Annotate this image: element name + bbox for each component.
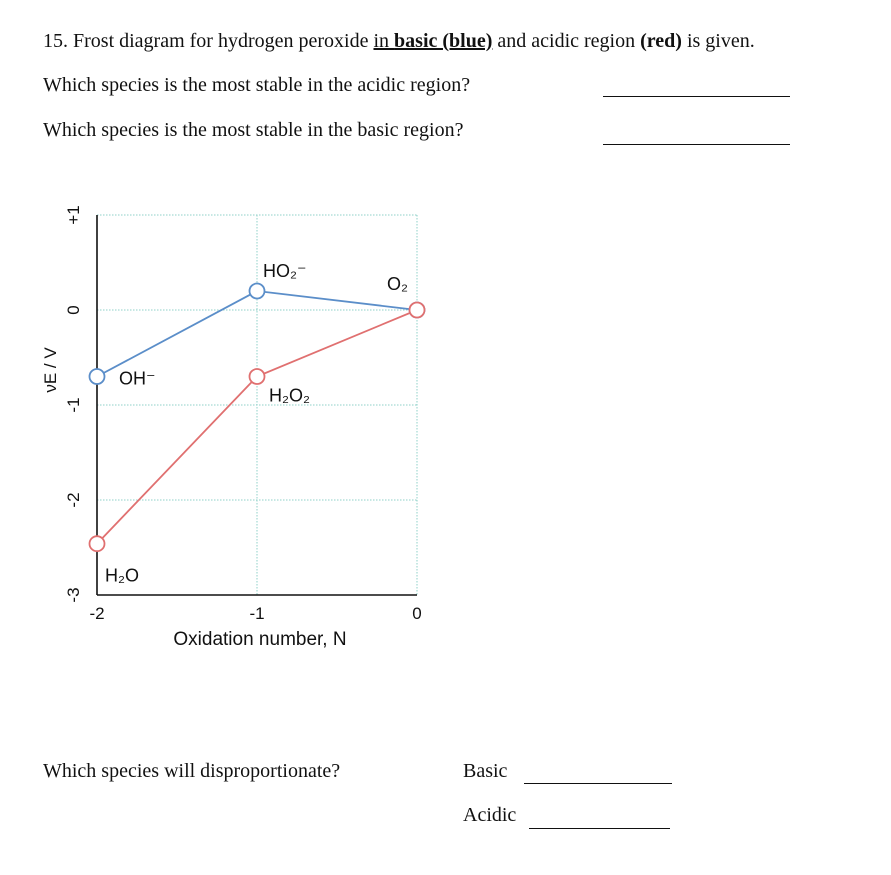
- species-label: HO₂⁻: [263, 261, 307, 281]
- intro-acidic-red: (red): [640, 30, 682, 52]
- intro-basic-blue: basic (blue): [394, 30, 493, 52]
- species-label: OH⁻: [119, 368, 156, 389]
- x-axis-label: Oxidation number, N: [173, 629, 347, 650]
- acidic-label: Acidic: [463, 804, 517, 826]
- basic-series-line: [97, 291, 417, 377]
- intro-text-c: and acidic region: [492, 30, 641, 52]
- question-basic-stable: Which species is the most stable in the basic region?: [43, 119, 464, 141]
- answer-line-basic[interactable]: [524, 783, 672, 784]
- x-tick-label: 0: [412, 604, 422, 623]
- x-tick-label: -1: [249, 604, 265, 623]
- answer-line-acidic[interactable]: [529, 828, 670, 829]
- acidic-point-marker: [90, 536, 105, 551]
- chart-grid: [97, 215, 417, 595]
- answer-line-basic-stable[interactable]: [603, 144, 790, 145]
- y-tick-label: -1: [64, 397, 83, 413]
- intro-text-d: is given.: [681, 30, 755, 52]
- acidic-point-marker: [410, 303, 425, 318]
- question-intro: [43, 30, 755, 53]
- species-label: H₂O: [105, 565, 139, 586]
- y-tick-labels: [64, 205, 83, 602]
- species-label: H₂O₂: [269, 385, 310, 406]
- question-disproportionate: Which species will disproportionate?: [43, 760, 341, 782]
- y-tick-label: +1: [64, 205, 83, 225]
- basic-point-marker: [90, 369, 105, 384]
- x-tick-labels: [89, 604, 421, 623]
- y-axis-label: νE / V: [41, 347, 60, 393]
- acidic-point-marker: [250, 369, 265, 384]
- basic-point-marker: [250, 284, 265, 299]
- intro-text-b: in: [373, 30, 395, 52]
- x-tick-label: -2: [89, 604, 105, 623]
- basic-label: Basic: [463, 760, 508, 782]
- question-number: 15.: [43, 30, 68, 52]
- y-tick-label: -2: [64, 492, 83, 508]
- answer-line-acidic-stable[interactable]: [603, 96, 790, 97]
- frost-diagram-chart: [0, 195, 460, 665]
- intro-text-a: Frost diagram for hydrogen peroxide: [73, 30, 374, 52]
- species-label: O₂: [387, 274, 408, 294]
- y-tick-label: -3: [64, 587, 83, 603]
- question-acidic-stable: Which species is the most stable in the acidic region?: [43, 74, 471, 96]
- y-tick-label: 0: [64, 305, 83, 315]
